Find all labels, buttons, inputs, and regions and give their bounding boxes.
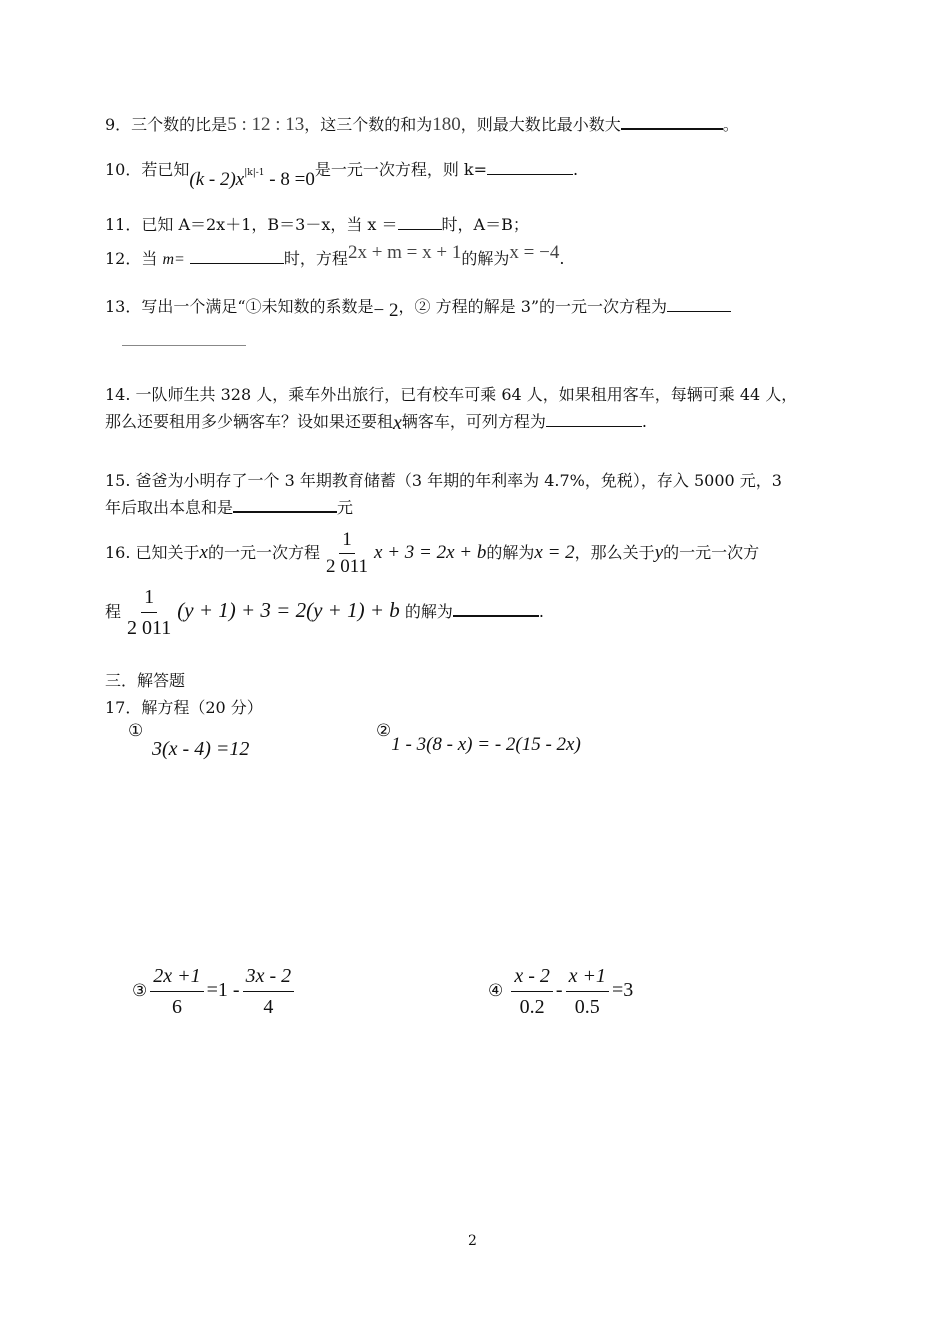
question-10: 10．若已知$(k - 2)x^{|k|-1} - 8 =0$是一元一次方程，则 k= . xyxy=(105,160,579,190)
solution-12: x = −4 xyxy=(509,242,560,263)
section-title: 三．解答题 xyxy=(105,671,186,690)
sum-value: 180 xyxy=(432,114,461,135)
ratio-expression: 5 : 12 : 13 xyxy=(227,114,305,135)
coefficient-13: − 2 xyxy=(373,300,399,321)
solution-16a: x = 2 xyxy=(534,542,575,563)
equation-12: 2x + m = x + 1 xyxy=(347,242,462,263)
answer-blank-10[interactable] xyxy=(487,160,573,175)
question-14-line2: 那么还要租用多少辆客车？设如果还要租x辆客车，可列方程为 . xyxy=(105,412,648,434)
question-15-line1: 15. 爸爸为小明存了一个 3 年期教育储蓄（3 年期的年利率为 4.7%，免税），存入 5000 元，3 xyxy=(105,471,782,490)
equation-10-left: (k - 2)x xyxy=(189,169,245,190)
equation-10-right: - 8 =0 xyxy=(264,169,315,190)
answer-blank-11[interactable] xyxy=(398,215,442,230)
question-12: 12．当 m= 时，方程2x + m = x + 1的解为x = −4. xyxy=(105,242,565,268)
problem-17-4: ④ $\frac{x - 2}{0.2}$ - $\frac{x +1}{0.5}$ =3 xyxy=(488,965,634,1018)
answer-blank-14[interactable] xyxy=(546,412,642,427)
question-15-line2: 年后取出本息和是 元 xyxy=(105,498,354,517)
problem-17-2: ②1 - 3(8 - x) = - 2(15 - 2x) xyxy=(376,721,581,755)
equation-16a: x + 3 = 2x + b xyxy=(374,542,487,563)
problem-17-3: ③ $\frac{2x +1}{6}$ =1 - $\frac{3x - 2}{4}$ xyxy=(132,960,297,1021)
answer-blank-9[interactable] xyxy=(621,114,723,130)
fraction-1-2011-large: $\frac{1}{2 011}$ xyxy=(127,586,172,639)
question-16-line1: 16. 已知关于x的一元一次方程 $\frac{1}{2 011}$ x + 3 = 2x + b的解为x = 2，那么关于y的一元一次方 xyxy=(105,529,760,577)
equation-16b: (y + 1) + 3 = 2(y + 1) + b xyxy=(177,598,400,622)
problem-17-1: ① 3(x - 4) =12 xyxy=(128,721,250,760)
question-14-line1: 14. 一队师生共 328 人，乘车外出旅行，已有校车可乘 64 人，如果租用客车，每辆可乘 44 人， xyxy=(105,385,798,404)
question-16-line2: 程 $\frac{1}{2 011}$ (y + 1) + 3 = 2(y + 1) + b 的解为 . xyxy=(105,586,544,639)
question-11: 11．已知 A＝2x＋1，B＝3－x，当 x ＝ 时，A＝B； xyxy=(105,215,529,234)
answer-blank-13[interactable] xyxy=(667,297,731,312)
answer-blank-13b[interactable] xyxy=(122,331,246,346)
answer-blank-15[interactable] xyxy=(233,497,337,513)
page-number: 2 xyxy=(468,1233,477,1249)
answer-blank-16[interactable] xyxy=(453,601,539,617)
question-9: 9．三个数的比是5 : 12 : 13，这三个数的和为180，则最大数比最小数大 。 xyxy=(105,114,739,135)
question-13-continuation xyxy=(122,330,246,352)
question-13: 13．写出一个满足“①未知数的系数是− 2，② 方程的解是 3”的一元一次方程为 xyxy=(105,296,731,318)
answer-blank-12[interactable] xyxy=(190,249,284,264)
fraction-1-2011: $\frac{1}{2 011}$ xyxy=(326,529,369,577)
question-17-title: 17．解方程（20 分） xyxy=(105,698,263,717)
